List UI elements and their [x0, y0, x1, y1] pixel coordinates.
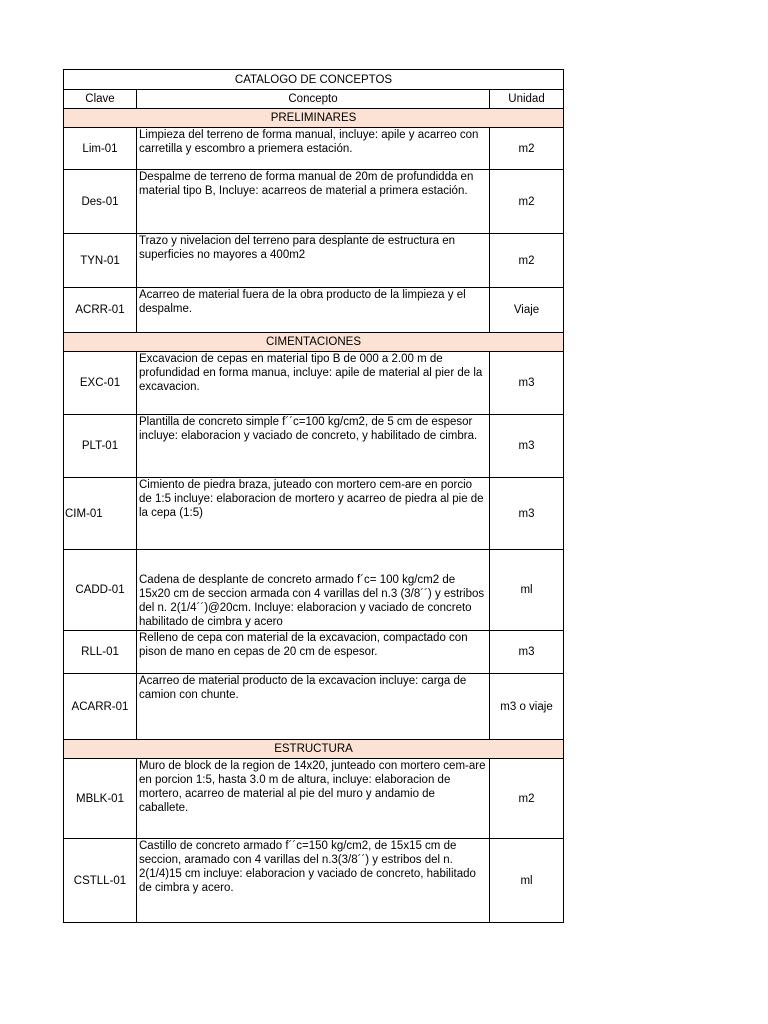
- row-unidad: m3: [490, 352, 564, 415]
- row-unidad: m2: [490, 759, 564, 839]
- section-title: ESTRUCTURA: [64, 740, 564, 759]
- row-concepto: Muro de block de la region de 14x20, junteado con mortero cem-are en porcion 1:5, hasta 3.0 m de altura, incluye: elaboracion de mortero, acarreo de material al pie del muro y andamio de caballete.: [137, 759, 490, 839]
- row-concepto: Trazo y nivelacion del terreno para desplante de estructura en superficies no mayores a 400m2: [137, 234, 490, 288]
- row-concepto: Limpieza del terreno de forma manual, incluye: apile y acarreo con carretilla y escombro a priemera estación.: [137, 128, 490, 170]
- row-unidad: m2: [490, 234, 564, 288]
- row-clave: MBLK-01: [64, 759, 137, 839]
- row-concepto: Cimiento de piedra braza, juteado con mortero cem-are en porcio de 1:5 incluye: elaboracion de mortero y acarreo de piedra al pie de la cepa (1:5): [137, 478, 490, 550]
- header-unidad: Unidad: [490, 90, 564, 109]
- row-clave: Lim-01: [64, 128, 137, 170]
- row-unidad: m2: [490, 128, 564, 170]
- row-concepto: Acarreo de material producto de la excavacion incluye: carga de camion con chunte.: [137, 674, 490, 740]
- row-clave: CIM-01: [64, 478, 137, 550]
- row-unidad: m3: [490, 631, 564, 674]
- row-concepto: Despalme de terreno de forma manual de 20m de profundidda en material tipo B, Incluye: acarreos de material a primera estación.: [137, 170, 490, 234]
- row-unidad: ml: [490, 550, 564, 631]
- header-row: [64, 90, 564, 109]
- header-concepto: Concepto: [137, 90, 490, 109]
- table-row: [64, 550, 564, 631]
- table-row: [64, 128, 564, 170]
- row-clave: ACRR-01: [64, 288, 137, 333]
- row-clave: TYN-01: [64, 234, 137, 288]
- title-row: [64, 70, 564, 90]
- section-title: CIMENTACIONES: [64, 333, 564, 352]
- section-row-preliminares: [64, 109, 564, 128]
- catalog-title: CATALOGO DE CONCEPTOS: [64, 70, 564, 90]
- row-clave: Des-01: [64, 170, 137, 234]
- row-unidad: m2: [490, 170, 564, 234]
- row-concepto: Acarreo de material fuera de la obra producto de la limpieza y el despalme.: [137, 288, 490, 333]
- row-clave: ACARR-01: [64, 674, 137, 740]
- table-row: [64, 415, 564, 478]
- row-clave: PLT-01: [64, 415, 137, 478]
- row-unidad: ml: [490, 839, 564, 923]
- table-row: [64, 234, 564, 288]
- table-row: [64, 759, 564, 839]
- catalog-table: [63, 69, 564, 923]
- row-concepto: Plantilla de concreto simple f´´c=100 kg/cm2, de 5 cm de espesor incluye: elaboracion y vaciado de concreto, y habilitado de cimbra.: [137, 415, 490, 478]
- table-row: [64, 170, 564, 234]
- table-row: [64, 674, 564, 740]
- table-row: [64, 352, 564, 415]
- row-clave: EXC-01: [64, 352, 137, 415]
- row-clave: RLL-01: [64, 631, 137, 674]
- row-clave: CSTLL-01: [64, 839, 137, 923]
- row-unidad: m3: [490, 478, 564, 550]
- header-clave: Clave: [64, 90, 137, 109]
- row-concepto: Relleno de cepa con material de la excavacion, compactado con pison de mano en cepas de 20 cm de espesor.: [137, 631, 490, 674]
- table-row: [64, 288, 564, 333]
- row-concepto: Excavacion de cepas en material tipo B de 000 a 2.00 m de profundidad en forma manua, incluye: apile de material al pier de la excavacion.: [137, 352, 490, 415]
- row-unidad: m3: [490, 415, 564, 478]
- section-row-cimentaciones: [64, 333, 564, 352]
- row-unidad: Viaje: [490, 288, 564, 333]
- section-row-estructura: [64, 740, 564, 759]
- row-clave: CADD-01: [64, 550, 137, 631]
- section-title: PRELIMINARES: [64, 109, 564, 128]
- row-concepto: Cadena de desplante de concreto armado f´c= 100 kg/cm2 de 15x20 cm de seccion armada con 4 varillas del n.3 (3/8´´) y estribos del n. 2(1/4´´)@20cm. Incluye: elaboracion y vaciado de concreto habilitado de cimbra y acero: [137, 550, 490, 631]
- row-concepto: Castillo de concreto armado f´´c=150 kg/cm2, de 15x15 cm de seccion, aramado con 4 varillas del n.3(3/8´´) y estribos del n. 2(1/4)15 cm incluye: elaboracion y vaciado de concreto, habilitado de cimbra y acero.: [137, 839, 490, 923]
- table-row: [64, 631, 564, 674]
- table-row: [64, 839, 564, 923]
- table-row: [64, 478, 564, 550]
- row-unidad: m3 o viaje: [490, 674, 564, 740]
